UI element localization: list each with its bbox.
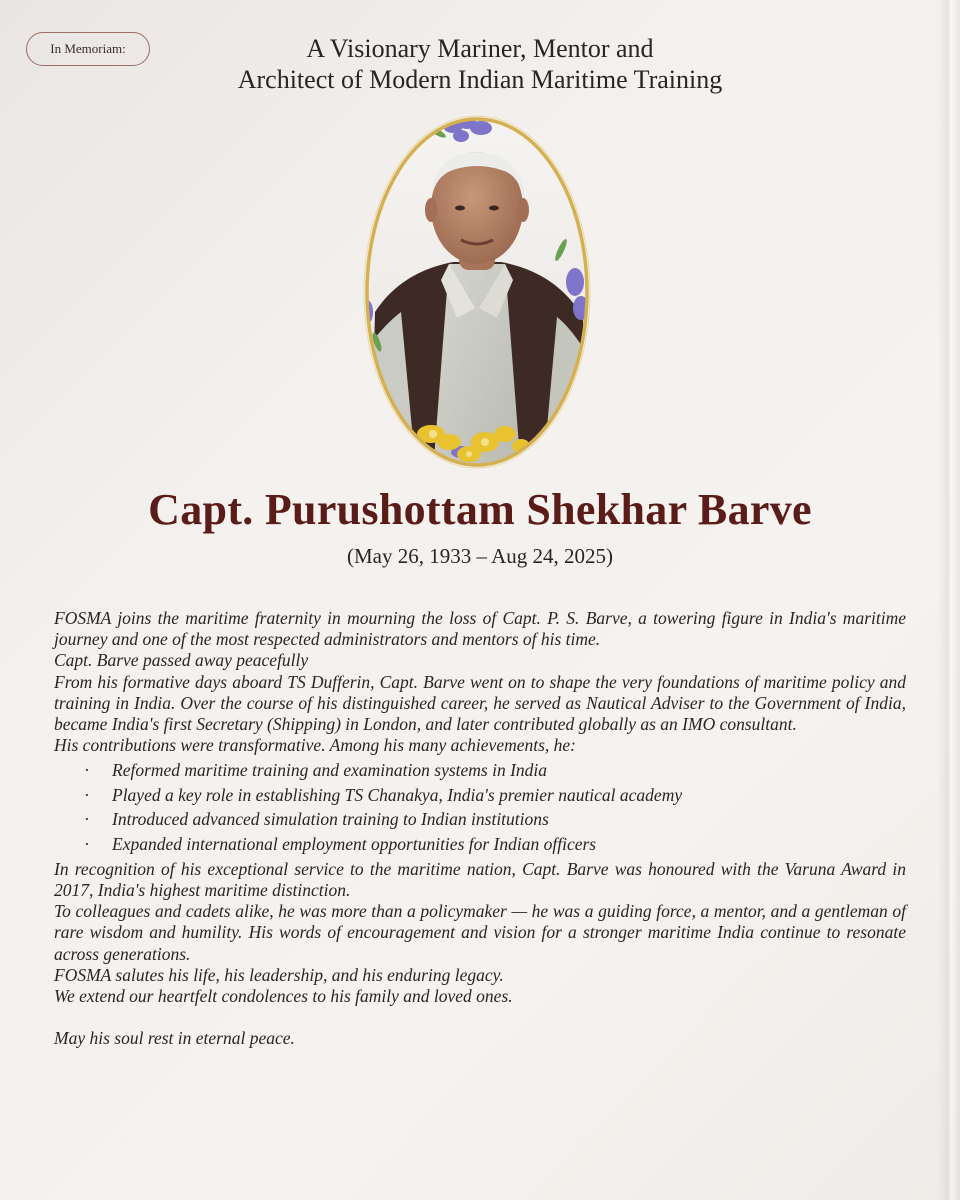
portrait-frame [361, 112, 593, 472]
portrait-photo [361, 112, 593, 472]
bullet-icon: · [84, 834, 90, 855]
paragraph-intro: FOSMA joins the maritime fraternity in mourning the loss of Capt. P. S. Barve, a towering figure in India's maritime journey and one of the most respected administrators and mentors of his time. [54, 608, 906, 650]
paragraph-colleagues: To colleagues and cadets alike, he was more than a policymaker — he was a guiding force, a mentor, and a gentleman of rare wisdom and humility. His words of encouragement and vision for a stronger maritime India continue to resonate across generations. [54, 901, 906, 964]
list-item [54, 760, 906, 781]
bullet-icon: · [84, 759, 90, 780]
paragraph-salute: FOSMA salutes his life, his leadership, and his enduring legacy. [54, 964, 504, 985]
achievement-text: Introduced advanced simulation training to Indian institutions [112, 809, 549, 830]
achievement-text: Expanded international employment opportunities for Indian officers [112, 834, 597, 855]
bullet-icon: · [84, 809, 90, 830]
in-memoriam-badge: In Memoriam: [26, 32, 150, 66]
headline [150, 33, 810, 95]
life-dates: (May 26, 1933 – Aug 24, 2025) [347, 544, 613, 568]
paragraph-recognition: In recognition of his exceptional service to the maritime nation, Capt. Barve was honoured with the Varuna Award in 2017, India's highest maritime distinction. [54, 858, 906, 900]
bullet-icon: · [84, 784, 90, 805]
list-item [54, 834, 906, 855]
headline-line-2: Architect of Modern Indian Maritime Training [237, 65, 723, 94]
paragraph-passed: Capt. Barve passed away peacefully [54, 650, 309, 671]
headline-line-1: A Visionary Mariner, Mentor and [306, 34, 654, 63]
paragraph-career: From his formative days aboard TS Dufferin, Capt. Barve went on to shape the very foundations of maritime policy and training in India. Over the course of his distinguished career, he served as Nautical Adviser to the Government of India, became India's first Secretary (Shipping) in London, and later contributed globally as an IMO consultant. [54, 671, 906, 735]
achievement-text: Played a key role in establishing TS Chanakya, India's premier nautical academy [112, 784, 683, 805]
paragraph-contributions-intro: His contributions were transformative. Among his many achievements, he: [54, 735, 577, 756]
deceased-name: Capt. Purushottam Shekhar Barve [148, 485, 812, 534]
achievements-list [54, 760, 906, 855]
spacer [54, 1007, 906, 1028]
list-item [54, 785, 906, 806]
list-item [54, 809, 906, 830]
page-edge-shadow [938, 0, 960, 1200]
achievement-text: Reformed maritime training and examination systems in India [112, 759, 548, 780]
paragraph-closing: May his soul rest in eternal peace. [54, 1028, 295, 1049]
paragraph-condolences: We extend our heartfelt condolences to his family and loved ones. [54, 985, 513, 1006]
obituary-text [54, 608, 906, 1049]
